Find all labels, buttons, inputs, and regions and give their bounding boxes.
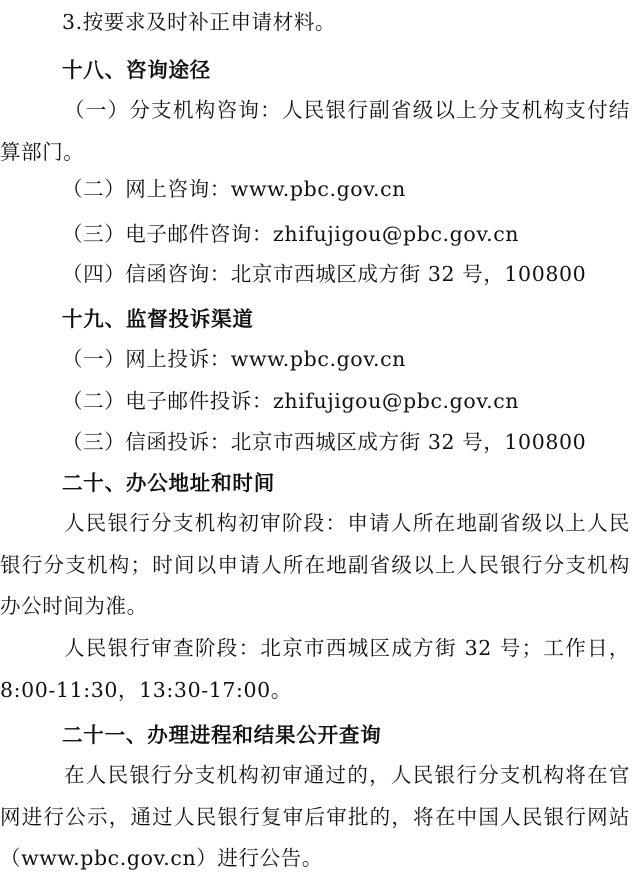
item-3-text: 3.按要求及时补正申请材料。 <box>62 10 336 34</box>
section-19-item-1: （一）网上投诉：www.pbc.gov.cn <box>62 347 406 371</box>
section-20-heading: 二十、办公地址和时间 <box>62 471 275 495</box>
section-18-item-4: （四）信函咨询：北京市西城区成方街 32 号，100800 <box>62 262 587 286</box>
section-18-item-3: （三）电子邮件咨询：zhifujigou@pbc.gov.cn <box>62 222 520 246</box>
section-18-item-2: （二）网上咨询：www.pbc.gov.cn <box>62 177 406 201</box>
section-18-item-1: （一）分支机构咨询：人民银行副省级以上分支机构支付结算部门。 <box>0 98 630 164</box>
section-18-heading: 十八、咨询途径 <box>62 58 212 82</box>
section-19-heading: 十九、监督投诉渠道 <box>62 307 254 331</box>
section-21-paragraph-1: 在人民银行分支机构初审通过的，人民银行分支机构将在官网进行公示，通过人民银行复审后审批的，将在中国人民银行网站（www.pbc.gov.cn）进行公告。 <box>0 763 630 870</box>
section-20-paragraph-1: 人民银行分支机构初审阶段：申请人所在地副省级以上人民银行分支机构；时间以申请人所在地副省级以上人民银行分支机构办公时间为准。 <box>0 511 630 618</box>
section-20-paragraph-2: 人民银行审查阶段：北京市西城区成方街 32 号；工作日，8:00-11:30，13:30-17:00。 <box>0 636 630 702</box>
section-19-item-2: （二）电子邮件投诉：zhifujigou@pbc.gov.cn <box>62 389 520 413</box>
section-19-item-3: （三）信函投诉：北京市西城区成方街 32 号，100800 <box>62 430 587 454</box>
section-21-heading: 二十一、办理进程和结果公开查询 <box>62 723 382 747</box>
